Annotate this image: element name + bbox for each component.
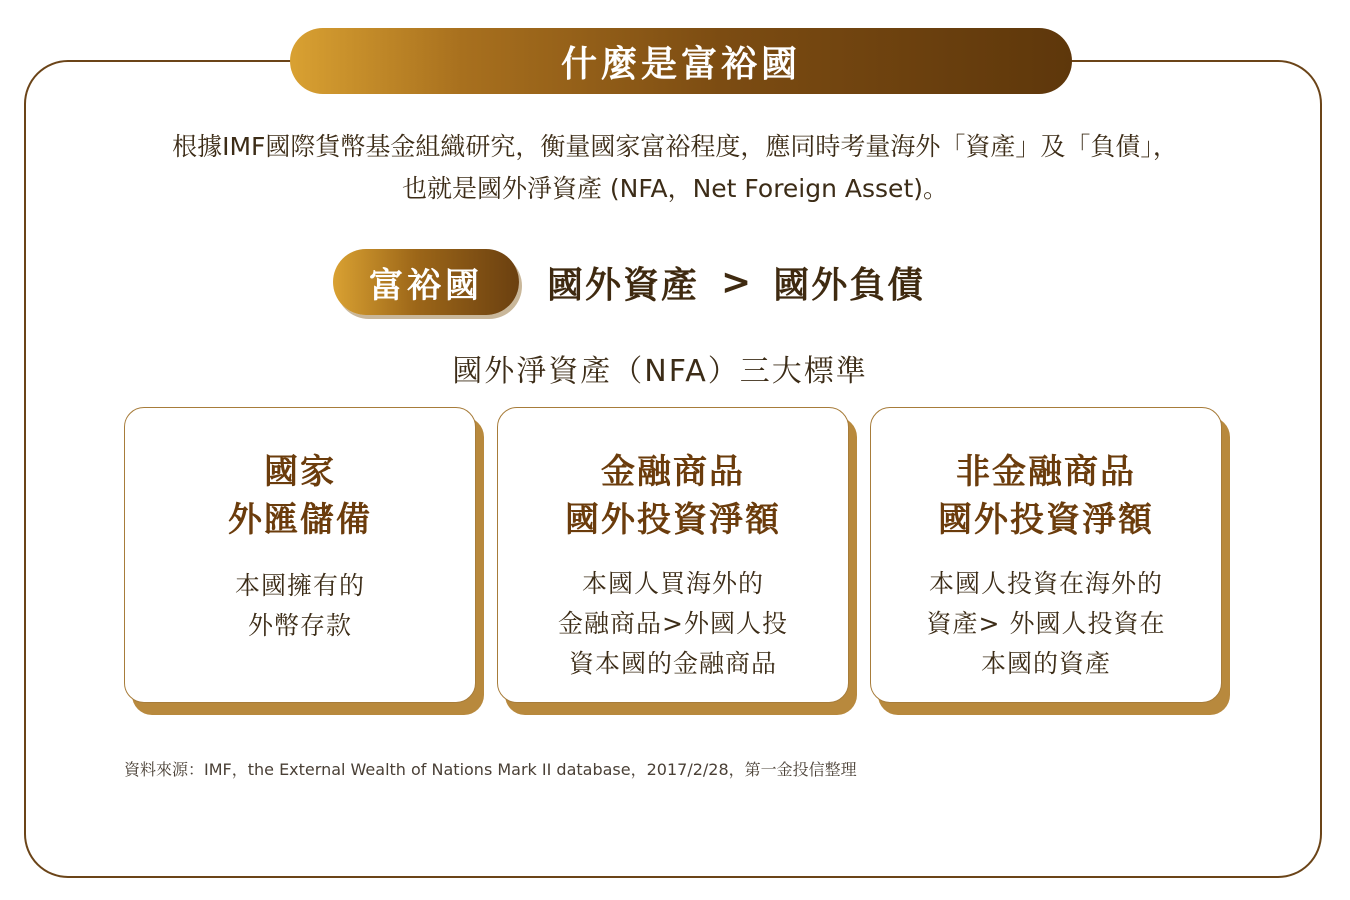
card-heading — [498, 448, 848, 544]
card-panel — [870, 407, 1222, 703]
card-description-line: 本國的資產 — [980, 649, 1111, 678]
card-description-line: 金融商品>外國人投 — [558, 609, 788, 638]
card-heading-line: 國外投資淨額 — [565, 500, 781, 540]
card-heading — [871, 448, 1221, 544]
card-heading-line: 金融商品 — [601, 452, 745, 492]
source-note: 資料來源：IMF，the External Wealth of Nations Mark II database，2017/2/28，第一金投信整理 — [124, 760, 857, 779]
card-heading — [125, 448, 475, 544]
title-banner — [290, 28, 1072, 94]
card-description-line: 資本國的金融商品 — [568, 649, 777, 678]
card-heading-line: 國外投資淨額 — [938, 500, 1154, 540]
card-description — [125, 566, 475, 646]
page-title: 什麼是富裕國 — [560, 43, 801, 85]
formula-foreign-liabilities: 國外負債 — [773, 264, 926, 306]
card-description — [498, 564, 848, 684]
card-heading-line: 外匯儲備 — [228, 500, 372, 540]
card-description-line: 本國人買海外的 — [581, 569, 764, 598]
card-description-line: 本國人投資在海外的 — [928, 569, 1163, 598]
formula-greater-than: > — [721, 261, 752, 303]
criteria-card-financial — [497, 407, 853, 707]
rich-country-formula — [333, 248, 925, 316]
card-description-line: 資產> 外國人投資在 — [926, 609, 1166, 638]
criteria-card-reserves — [124, 407, 480, 707]
card-panel — [497, 407, 849, 703]
card-description-line: 外幣存款 — [247, 611, 352, 640]
criteria-card-non-financial — [870, 407, 1226, 707]
card-panel — [124, 407, 476, 703]
rich-country-badge: 富裕國 — [333, 249, 519, 315]
card-heading-line: 國家 — [264, 452, 336, 492]
card-description-line: 本國擁有的 — [234, 571, 365, 600]
card-description — [871, 564, 1221, 684]
intro-line-2: 也就是國外淨資產 (NFA，Net Foreign Asset)。 — [401, 174, 948, 203]
formula-foreign-assets: 國外資產 — [547, 264, 700, 306]
intro-line-1: 根據IMF國際貨幣基金組織研究，衡量國家富裕程度，應同時考量海外「資產」及「負債」， — [172, 132, 1178, 161]
nfa-criteria-subtitle: 國外淨資產（NFA）三大標準 — [452, 354, 868, 389]
intro-paragraph — [60, 126, 1290, 210]
card-heading-line: 非金融商品 — [956, 452, 1136, 492]
